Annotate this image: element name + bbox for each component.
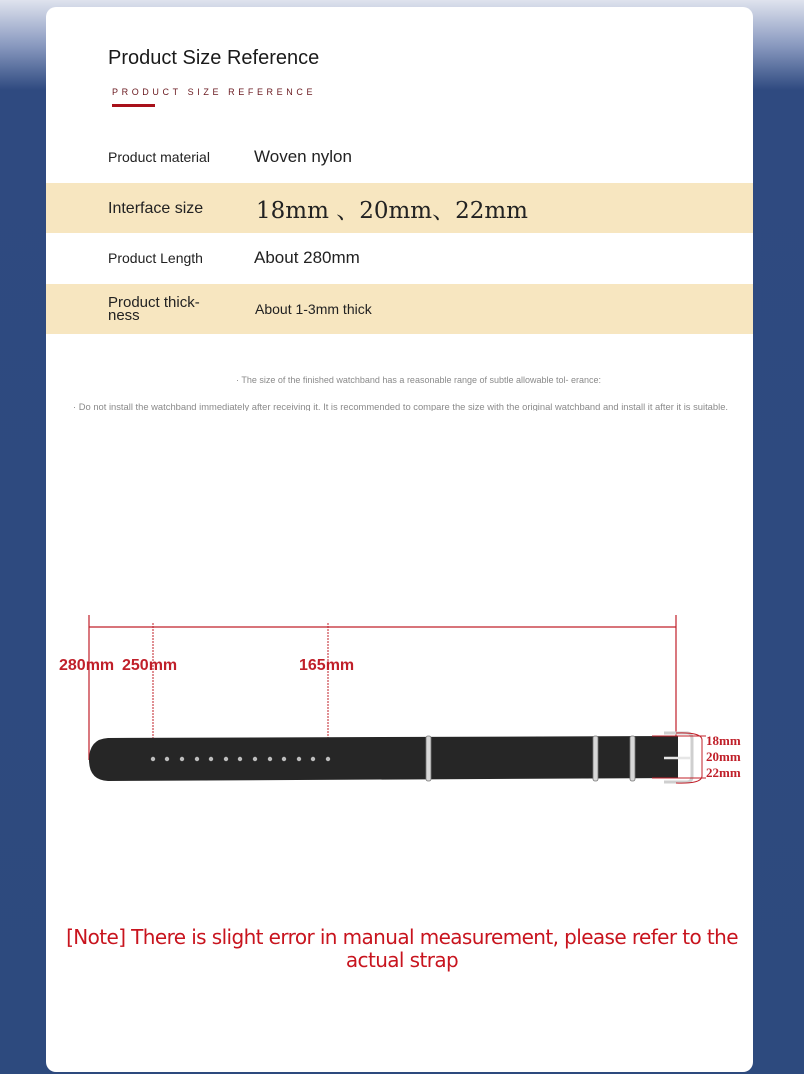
- page-subtitle: PRODUCT SIZE REFERENCE: [112, 87, 317, 97]
- measure-label-250: 250mm: [122, 657, 178, 674]
- spec-value: About 280mm: [254, 248, 360, 267]
- measure-label-280: 280mm: [59, 657, 115, 674]
- spec-row-length: [46, 233, 753, 283]
- width-label-18: 18mm: [706, 733, 741, 748]
- spec-value: Woven nylon: [254, 147, 352, 166]
- measure-label-165: 165mm: [299, 657, 355, 674]
- measurement-error-note: [Note] There is slight error in manual measurement, please refer to the actual strap: [66, 925, 738, 972]
- install-note: · Do not install the watchband immediately after receiving it. It is recommended to compare the size with the original watchband and install it after it is suitable.: [73, 402, 729, 411]
- title-underline: [112, 104, 155, 107]
- spec-value: About 1-3mm thick: [255, 301, 372, 317]
- spec-label: Product Length: [108, 249, 203, 266]
- width-label-22: 22mm: [706, 765, 741, 780]
- width-label-20: 20mm: [706, 749, 741, 764]
- spec-label: Interface size: [108, 199, 204, 217]
- spec-row-thickness: [46, 284, 753, 334]
- page-title: Product Size Reference: [108, 47, 320, 69]
- product-card: [46, 7, 753, 1072]
- tolerance-note: · The size of the finished watchband has a reasonable range of subtle allowable tol- erance:: [236, 375, 602, 385]
- spec-row-material: [46, 132, 753, 182]
- spec-value: 18mm 、20mm、22mm: [256, 197, 528, 224]
- spec-row-interface-size: [46, 183, 753, 233]
- spec-label: Product thick-ness: [108, 294, 200, 324]
- spec-label: Product material: [108, 148, 210, 165]
